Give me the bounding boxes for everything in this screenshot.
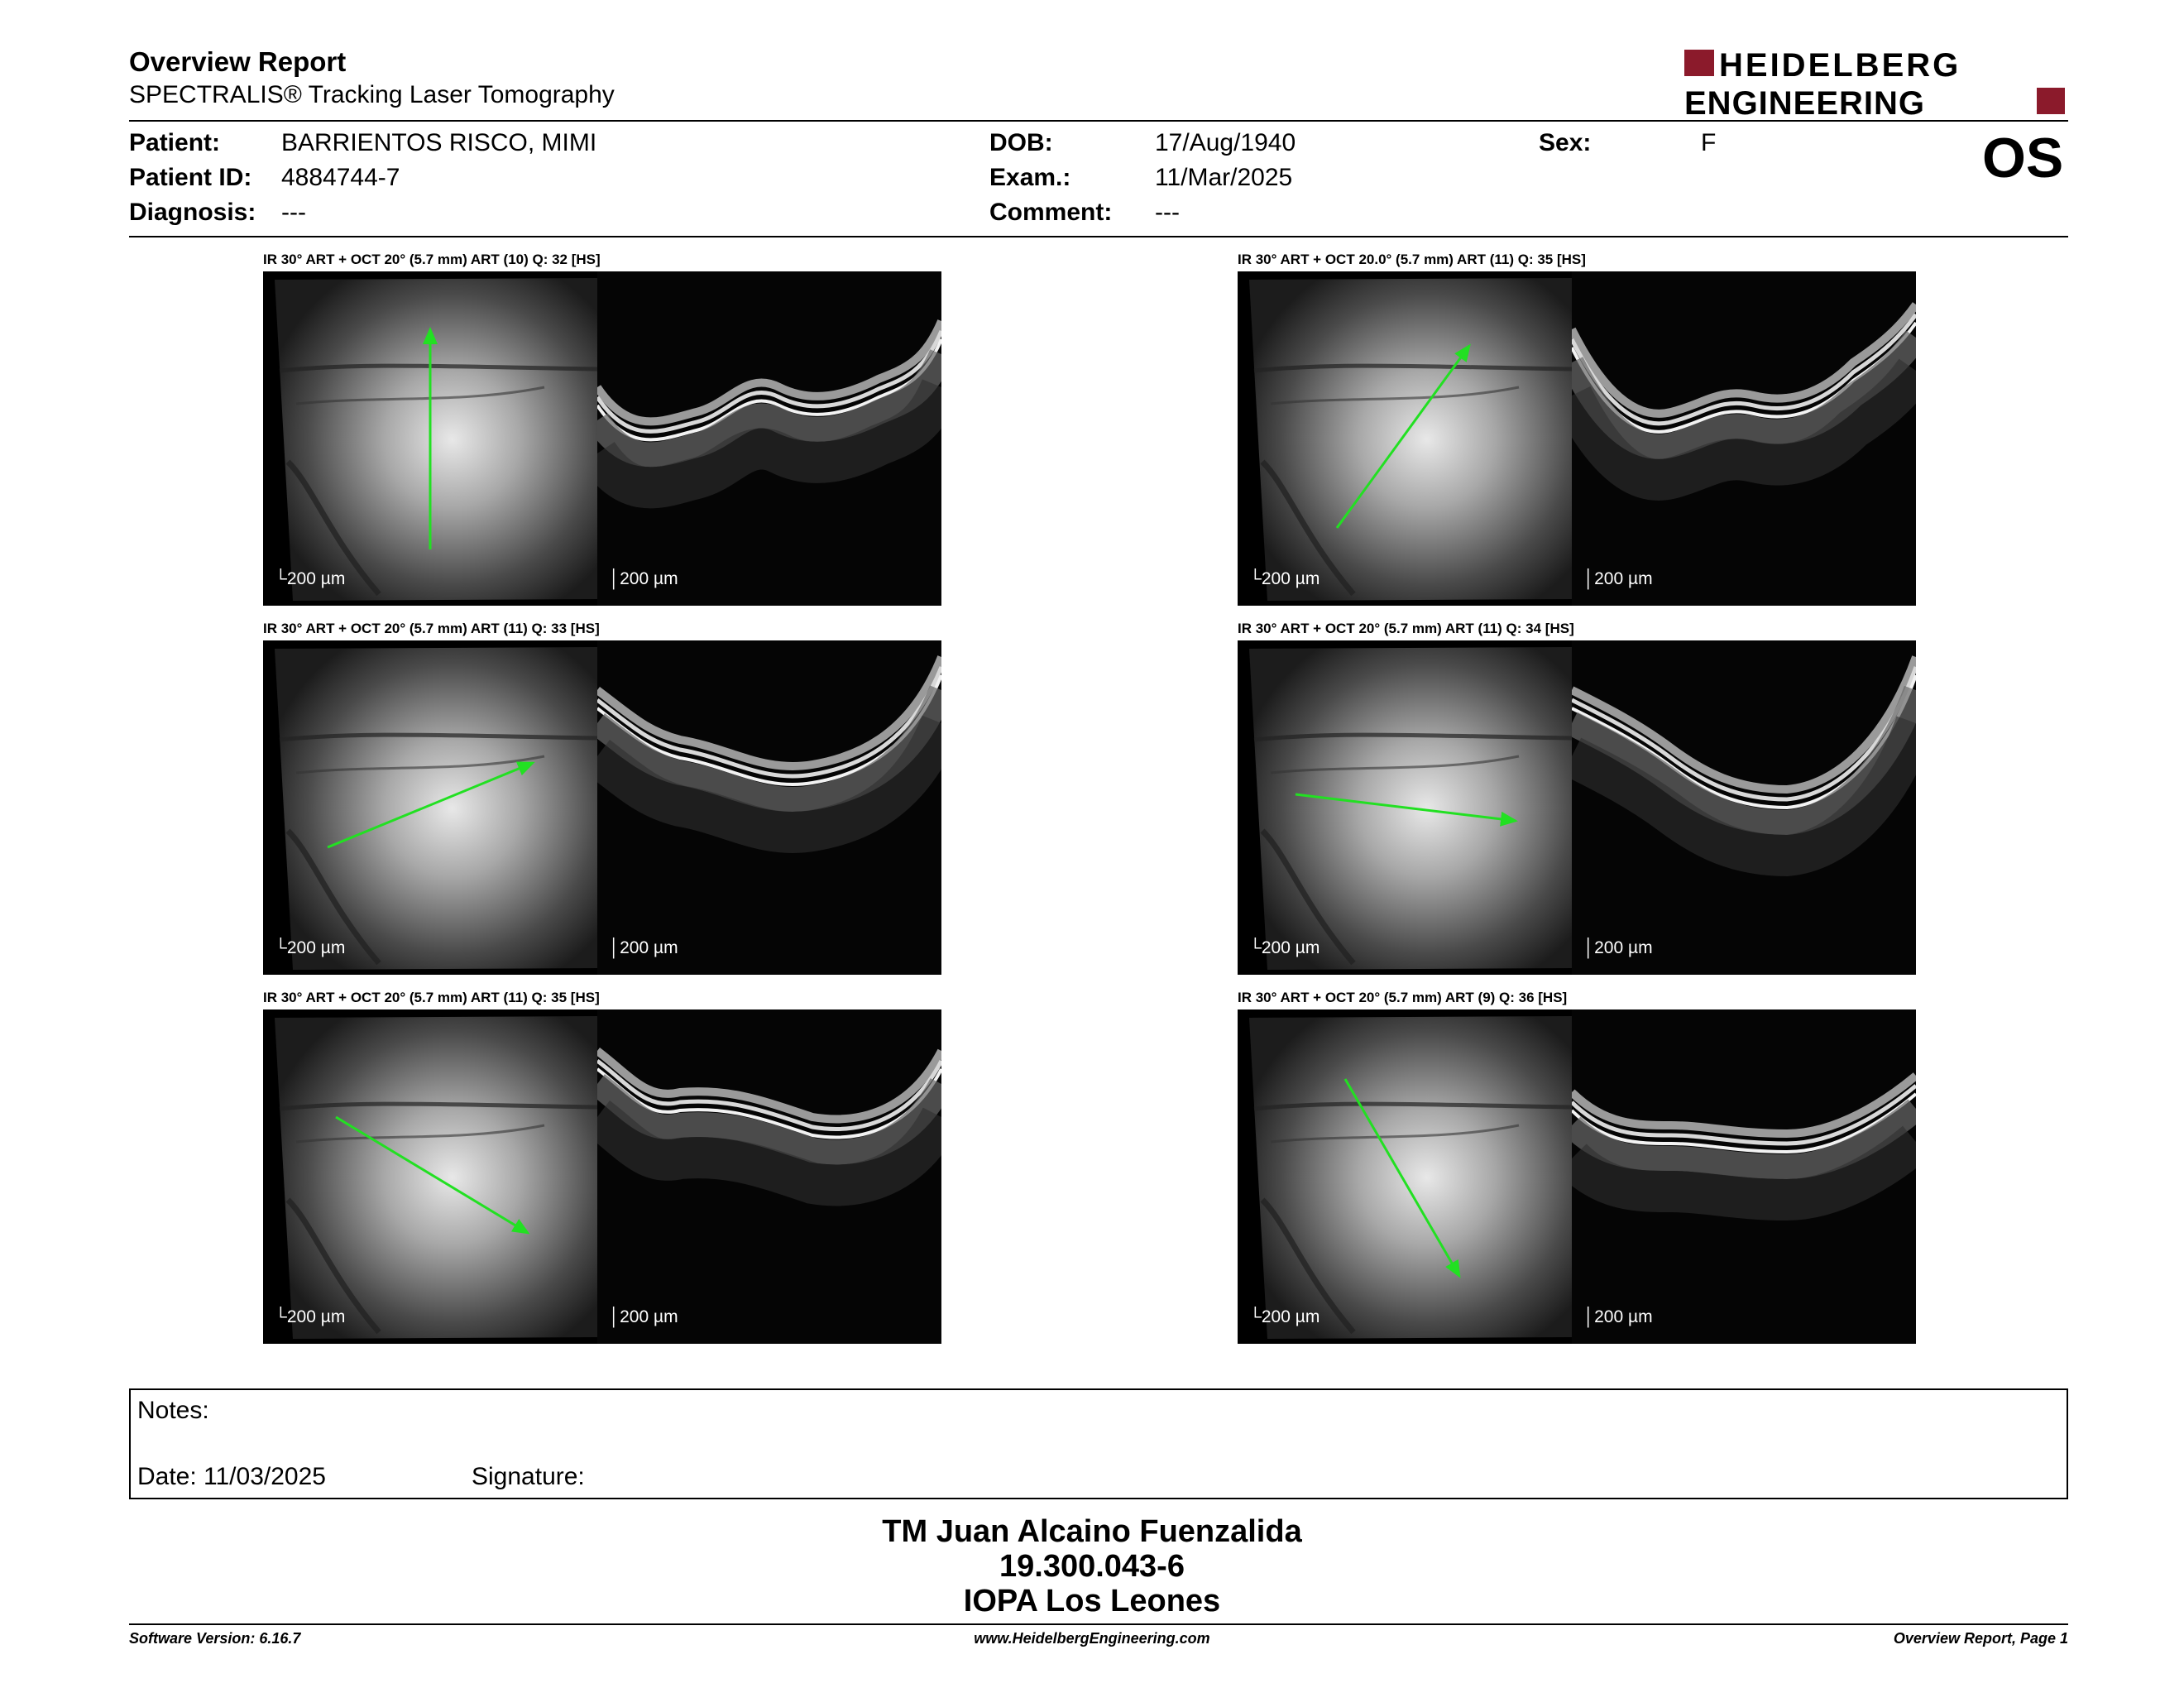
oct-bscan-image[interactable]: [1572, 271, 1916, 606]
comment-label: Comment:: [989, 199, 1113, 226]
oct-bscan-image[interactable]: [597, 1009, 941, 1344]
scan-panel[interactable]: [263, 271, 941, 606]
oct-bscan-image[interactable]: [1572, 1009, 1916, 1344]
oct-scale-bar: │200 µm: [1583, 569, 1653, 588]
heidelberg-logo: [1684, 46, 2065, 117]
exam-label: Exam.:: [989, 164, 1071, 191]
ir-fundus-image[interactable]: [263, 1009, 597, 1344]
ir-fundus-image[interactable]: [1238, 271, 1572, 606]
info-divider: [129, 236, 2068, 237]
signer-name: TM Juan Alcaino Fuenzalida: [882, 1514, 1302, 1549]
diagnosis-label: Diagnosis:: [129, 199, 256, 226]
ir-scale-bar: └200 µm: [275, 938, 346, 957]
ir-scale-bar: └200 µm: [1249, 1307, 1320, 1326]
scan-panel[interactable]: [263, 640, 941, 975]
oct-scale-bar: │200 µm: [1583, 1307, 1653, 1326]
notes-date: Date: 11/03/2025: [137, 1463, 326, 1490]
exam-value: 11/Mar/2025: [1155, 164, 1293, 191]
oct-scale-bar: │200 µm: [609, 938, 678, 957]
logo-line1: HEIDELBERG: [1719, 47, 1961, 84]
report-subtitle: SPECTRALIS® Tracking Laser Tomography: [129, 81, 615, 108]
ir-scale-bar: └200 µm: [275, 569, 346, 588]
footer-divider: [129, 1623, 2068, 1625]
dob-label: DOB:: [989, 129, 1053, 156]
logo-line2: ENGINEERING: [1684, 85, 1926, 117]
oct-scale-bar: │200 µm: [1583, 938, 1653, 957]
notes-signature: Signature:: [472, 1463, 585, 1490]
sex-value: F: [1701, 129, 1717, 156]
page-number: Overview Report, Page 1: [1893, 1630, 2068, 1647]
signer-institution: IOPA Los Leones: [963, 1584, 1221, 1618]
scan-panel[interactable]: [1238, 640, 1916, 975]
dob-value: 17/Aug/1940: [1155, 129, 1296, 156]
scan-caption: IR 30° ART + OCT 20° (5.7 mm) ART (11) Q: 33 [HS]: [263, 621, 600, 636]
software-version: Software Version: 6.16.7: [129, 1630, 301, 1647]
sex-label: Sex:: [1539, 129, 1592, 156]
ir-scale-bar: └200 µm: [1249, 938, 1320, 957]
ir-scale-bar: └200 µm: [1249, 569, 1320, 588]
scan-caption: IR 30° ART + OCT 20° (5.7 mm) ART (9) Q: 36 [HS]: [1238, 990, 1568, 1005]
diagnosis-value: ---: [281, 199, 306, 226]
oct-scale-bar: │200 µm: [609, 1307, 678, 1326]
scan-caption: IR 30° ART + OCT 20° (5.7 mm) ART (11) Q: 34 [HS]: [1238, 621, 1574, 636]
signer-id: 19.300.043-6: [999, 1549, 1185, 1584]
scan-line-arrow: [1238, 271, 1572, 606]
ir-fundus-image[interactable]: [1238, 1009, 1572, 1344]
scan-panel[interactable]: [1238, 271, 1916, 606]
oct-bscan-image[interactable]: [597, 271, 941, 606]
scan-panel[interactable]: [1238, 1009, 1916, 1344]
patient-name: BARRIENTOS RISCO, MIMI: [281, 129, 597, 156]
scan-line-arrow: [263, 271, 597, 606]
scan-line-arrow: [1238, 640, 1572, 975]
notes-label: Notes:: [137, 1397, 209, 1424]
notes-box: [129, 1388, 2068, 1499]
scan-panel[interactable]: [263, 1009, 941, 1344]
scan-caption: IR 30° ART + OCT 20° (5.7 mm) ART (11) Q: 35 [HS]: [263, 990, 600, 1005]
patient-id-label: Patient ID:: [129, 164, 252, 191]
patient-id-value: 4884744-7: [281, 164, 400, 191]
scan-line-arrow: [1238, 1009, 1572, 1344]
report-title: Overview Report: [129, 46, 347, 77]
oct-bscan-image[interactable]: [1572, 640, 1916, 975]
ir-fundus-image[interactable]: [263, 640, 597, 975]
website-link[interactable]: www.HeidelbergEngineering.com: [974, 1630, 1210, 1647]
scan-caption: IR 30° ART + OCT 20° (5.7 mm) ART (10) Q: 32 [HS]: [263, 252, 601, 267]
ir-scale-bar: └200 µm: [275, 1307, 346, 1326]
oct-bscan-image[interactable]: [597, 640, 941, 975]
ir-fundus-image[interactable]: [263, 271, 597, 606]
scan-caption: IR 30° ART + OCT 20.0° (5.7 mm) ART (11) Q: 35 [HS]: [1238, 252, 1586, 267]
eye-indicator: OS: [1982, 127, 2064, 189]
scan-line-arrow: [263, 640, 597, 975]
comment-value: ---: [1155, 199, 1180, 226]
patient-label: Patient:: [129, 129, 221, 156]
scan-line-arrow: [263, 1009, 597, 1344]
oct-scale-bar: │200 µm: [609, 569, 678, 588]
ir-fundus-image[interactable]: [1238, 640, 1572, 975]
header-divider: [129, 120, 2068, 122]
